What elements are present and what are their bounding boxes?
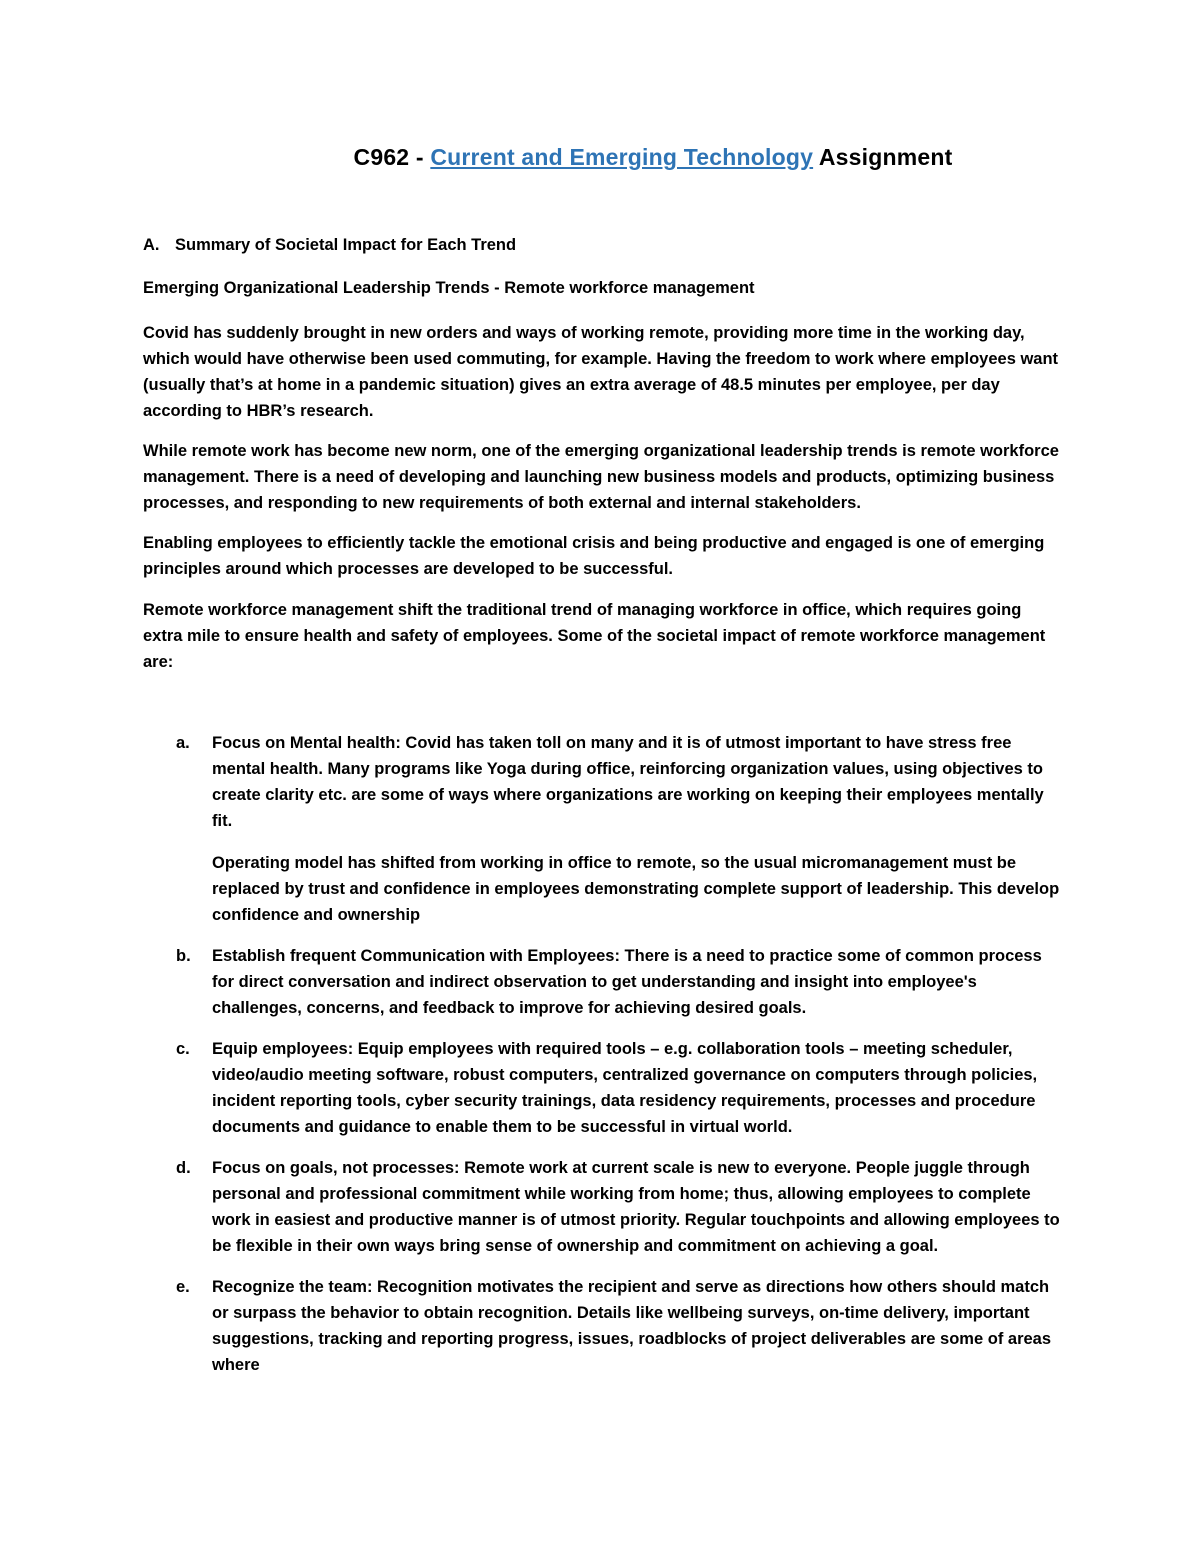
document-title — [0, 144, 1200, 171]
list-item-text: Focus on Mental health: Covid has taken toll on many and it is of utmost important to have stress free mental health. Many programs like Yoga during office, reinforcing organization values, using objectives to create clarity etc. are some of ways where organizations are working on keeping their employees mentally fit. — [212, 734, 1044, 830]
title-prefix: C962 - — [353, 144, 431, 170]
list-item-continuation — [176, 850, 1066, 928]
list-item — [176, 1036, 1066, 1140]
list-item — [176, 943, 1066, 1021]
list-item — [176, 730, 1066, 834]
title-suffix: Assignment — [813, 144, 953, 170]
list-item — [176, 1274, 1066, 1378]
list-item-text: Equip employees: Equip employees with required tools – e.g. collaboration tools – meeting scheduler, video/audio meeting software, robust computers, centralized governance on computers through policies, incident reporting tools, cyber security trainings, data residency requirements, processes and procedure documents and guidance to enable them to be successful in virtual world. — [212, 1040, 1038, 1136]
paragraph: Covid has suddenly brought in new orders and ways of working remote, providing more time in the working day, which would have otherwise been used commuting, for example. Having the freedom to work where employees want (usually that’s at home in a pandemic situation) gives an extra average of 48.5 minutes per employee, per day according to HBR’s research. — [143, 324, 1059, 420]
list-marker: a. — [176, 734, 190, 752]
section-heading — [143, 236, 516, 255]
list-marker: e. — [176, 1278, 190, 1296]
list-item-continuation-text: Operating model has shifted from working in office to remote, so the usual micromanagement must be replaced by trust and confidence in employees demonstrating complete support of leadership. This develop confidence and ownership — [212, 854, 1060, 924]
list-item — [176, 1155, 1066, 1259]
list-marker: c. — [176, 1040, 190, 1058]
list-marker: d. — [176, 1159, 191, 1177]
subheading: Emerging Organizational Leadership Trends - Remote workforce management — [143, 279, 755, 297]
paragraph: Remote workforce management shift the traditional trend of managing workforce in office, which requires going extra mile to ensure health and safety of employees. Some of the societal impact of remote workforce management are: — [143, 601, 1046, 671]
title-link[interactable]: Current and Emerging Technology — [430, 144, 814, 170]
section-letter: A. — [143, 236, 160, 254]
paragraph: While remote work has become new norm, one of the emerging organizational leadership trends is remote workforce management. There is a need of developing and launching new business models and products, optimizing business processes, and responding to new requirements of both external and internal stakeholders. — [143, 442, 1059, 512]
list-marker: b. — [176, 947, 191, 965]
list-item-text: Establish frequent Communication with Employees: There is a need to practice some of common process for direct conversation and indirect observation to get understanding and insight into employee's challenges, concerns, and feedback to improve for achieving desired goals. — [212, 947, 1042, 1017]
section-heading-text: Summary of Societal Impact for Each Trend — [175, 236, 517, 254]
list-item-text: Focus on goals, not processes: Remote work at current scale is new to everyone. People juggle through personal and professional commitment while working from home; thus, allowing employees to complete work in easiest and productive manner is of utmost priority. Regular touchpoints and allowing employees to be flexible in their own ways bring sense of ownership and commitment on achieving a goal. — [212, 1159, 1060, 1255]
paragraph: Enabling employees to efficiently tackle the emotional crisis and being productive and engaged is one of emerging principles around which processes are developed to be successful. — [143, 534, 1045, 578]
list-item-text: Recognize the team: Recognition motivates the recipient and serve as directions how others should match or surpass the behavior to obtain recognition. Details like wellbeing surveys, on-time delivery, important suggestions, tracking and reporting progress, issues, roadblocks of project deliverables are some of areas where — [212, 1278, 1052, 1374]
